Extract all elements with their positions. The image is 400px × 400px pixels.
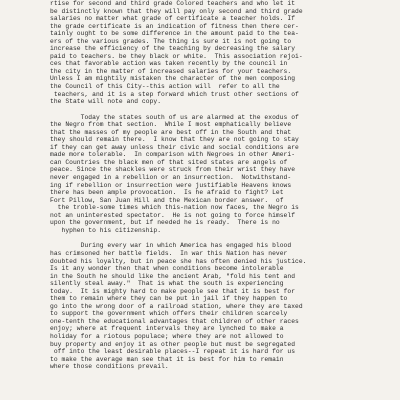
text-line: where those conditions prevail. xyxy=(50,363,169,371)
text-line: Fort Pillow, San Juan Hill and the Mexican border answer. of xyxy=(50,196,284,204)
text-line: holiday for a riotous populace; where they are not allowed to xyxy=(50,332,284,340)
paragraph-exodus xyxy=(50,114,395,235)
text-line: hyphen to his citizenship. xyxy=(50,226,162,234)
text-line: to make the average man see that it is best for him to remain xyxy=(50,355,284,363)
text-line: can Countries the black men of that sited states are angels of xyxy=(50,158,288,166)
text-line: ers of the various grades. The thing is sure it is not going to xyxy=(50,37,292,45)
text-line: the city in the matter of increased salaries for your teachers. xyxy=(50,67,292,75)
text-line: that the masses of my people are best off in the South and that xyxy=(50,128,292,136)
text-line: in the South he should like the ancient Arab, "fold his tent and xyxy=(50,272,296,280)
text-line: today. It is mighty hard to make people see that it is best for xyxy=(50,287,296,295)
text-line: the troble-some times which this-nation now faces, the Negro is xyxy=(50,204,299,212)
text-line: During every war in which America has engaged his blood xyxy=(50,242,292,250)
text-line: the Council of this City--this action will refer to all the xyxy=(50,83,280,91)
paragraph-gap xyxy=(50,234,395,242)
text-line: one-tenth the educational advantages that children of other races xyxy=(50,317,299,325)
text-line: the State will note and copy. xyxy=(50,98,162,106)
text-line: the grade certificate is an indication of fitness then there cer- xyxy=(50,22,299,30)
text-line: Unless I am mightily mistaken the character of the men composing xyxy=(50,75,296,83)
text-line: increase the efficiency of the teaching by decreasing the salary xyxy=(50,45,296,53)
text-line: tainly ought to be some difference in the amount paid to the tea- xyxy=(50,30,299,38)
text-line: not an uninterested spectator. He is not going to force himself xyxy=(50,211,296,219)
text-line: go into the wrong door of a railroad station, where they are taxed xyxy=(50,302,303,310)
text-line: enjoy; where at frequent intervals they are lynched to make a xyxy=(50,325,284,333)
text-line: off into the least desirable places--I repeat it is hard for us xyxy=(50,348,296,356)
text-line: never engaged in a rebellion or an insurrection. Notwithstand- xyxy=(50,174,292,182)
text-line: buy property and enjoy it as other people but must be segregated xyxy=(50,340,296,348)
text-line: the Negro from that section. While I most emphatically believe xyxy=(50,121,292,129)
text-line: there has been ample provocation. Is he afraid to fight? Let xyxy=(50,189,284,197)
text-line: Today the states south of us are alarmed at the exodus of xyxy=(50,113,299,121)
text-line: paid to teachers. be they black or white. This association rejoi- xyxy=(50,52,303,60)
text-line: be distinctly known that they will pay only second and third grade xyxy=(50,7,303,15)
text-line: ces that favorable action was taken recently by the council in xyxy=(50,60,288,68)
text-line: if they can get away unless their civic and social conditions are xyxy=(50,143,299,151)
text-line: rtise for second and third grade Colored teachers and who let it xyxy=(50,0,296,7)
text-line: ing if rebellion or insurrection were justifiable Heavens knows xyxy=(50,181,292,189)
text-line: doubted his loyalty, but in peace she has often denied his justice. xyxy=(50,257,307,265)
paragraph-salaries xyxy=(50,0,395,106)
text-line: silently steal away." That is what the south is experiencing xyxy=(50,280,284,288)
text-line: teachers, and it is a step forward which trust other sections of xyxy=(50,90,299,98)
text-line: Is it any wonder then that when conditions become intolerable xyxy=(50,265,284,273)
paragraph-war xyxy=(50,242,395,370)
paragraph-gap xyxy=(50,106,395,114)
text-line: they should remain there. I know that they are not going to stay xyxy=(50,136,299,144)
text-line: them to remain where they can be put in jail if they happen to xyxy=(50,295,288,303)
text-line: upon the government, but if needed he is ready. There is no xyxy=(50,219,280,227)
text-line: peace. Since the shackles were struck from their wrist they have xyxy=(50,166,296,174)
text-line: made more tolerable. In comparison with Negroes in other Ameri- xyxy=(50,151,296,159)
text-line: salaries no matter what grade of certificate a teacher holds. If xyxy=(50,15,296,23)
text-line: has crimsoned her battle fields. In war this Nation has never xyxy=(50,249,288,257)
text-line: to support the government which offers their children scarcely xyxy=(50,310,288,318)
typed-letter-body xyxy=(50,0,395,371)
